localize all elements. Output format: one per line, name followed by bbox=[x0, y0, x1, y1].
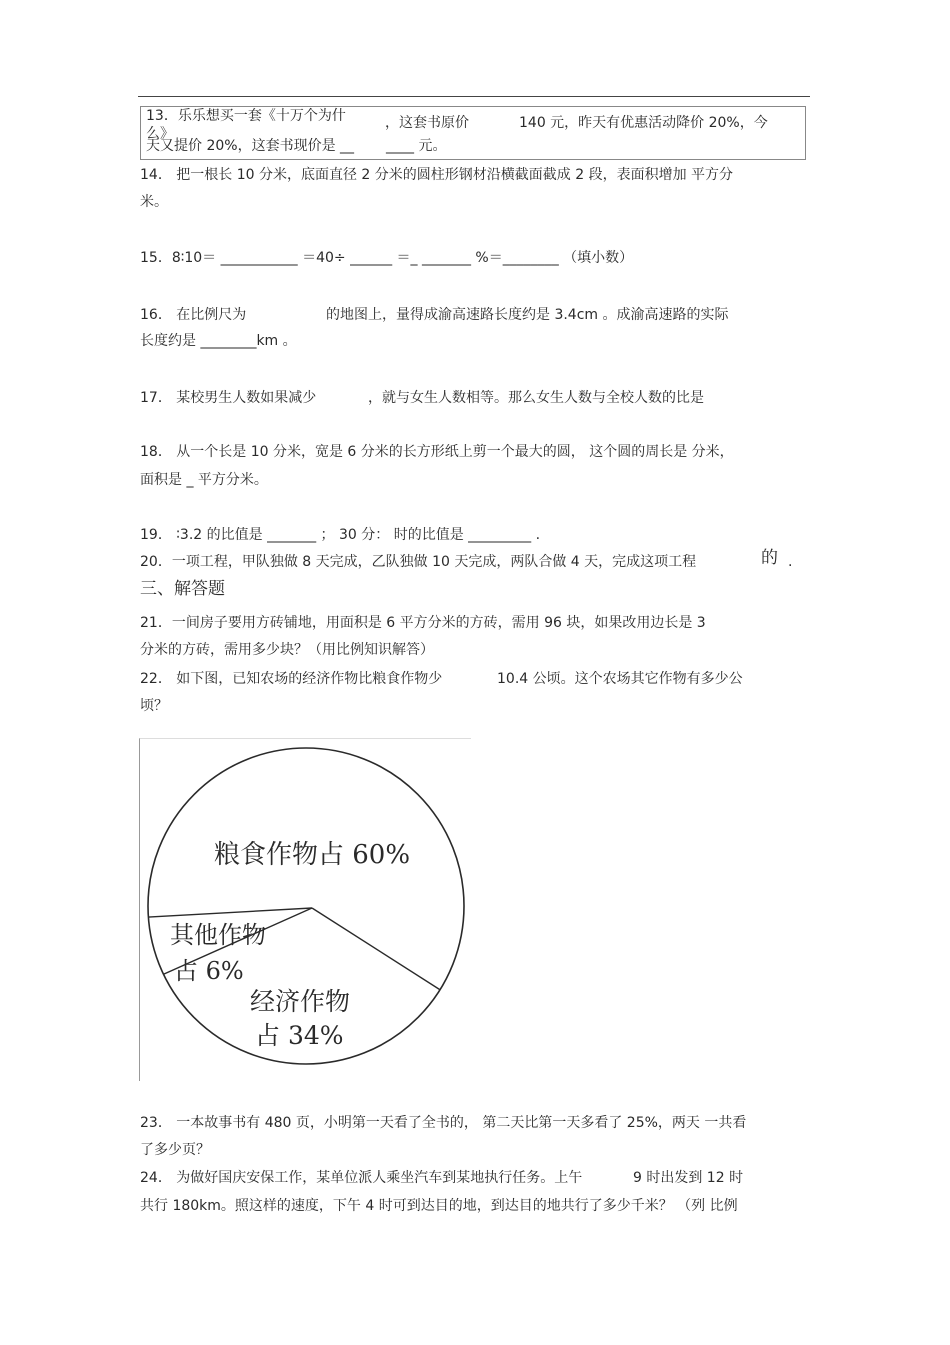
q14-line2: 米。 bbox=[140, 194, 168, 210]
q13-line1a: 13．乐乐想买一套《十万个为什 bbox=[146, 108, 346, 124]
q13-line1b: ，这套书原价 bbox=[385, 115, 469, 131]
q23-line1: 23． 一本故事书有 480 页，小明第一天看了全书的， 第二天比第一天多看了 25%，两天 一共看 bbox=[140, 1115, 747, 1131]
q21-line2: 分米的方砖，需用多少块？（用比例知识解答） bbox=[140, 642, 434, 658]
q13-line2c: ____ 元。 bbox=[386, 138, 447, 154]
q17-line1b: ，就与女生人数相等。那么女生人数与全校人数的比是 bbox=[368, 390, 704, 406]
label-other-2: 占 6% bbox=[174, 957, 244, 985]
q18-line1: 18． 从一个长是 10 分米，宽是 6 分米的长方形纸上剪一个最大的圆， 这个圆的周长是 分米， bbox=[140, 444, 734, 460]
q22-line1b: 10.4 公顷。这个农场其它作物有多少公 bbox=[497, 671, 743, 687]
pie-chart-frame bbox=[139, 738, 471, 1081]
q24-line1a: 24． 为做好国庆安保工作，某单位派人乘坐汽车到某地执行任务。上午 bbox=[140, 1170, 583, 1186]
q13-line2b: 天又提价 20%，这套书现价是 __ bbox=[146, 138, 355, 154]
q15-line1: 15．8∶10＝ ___________ ＝40÷ ______ ＝_ _______ %＝________ （填小数） bbox=[140, 250, 634, 266]
pie-outline bbox=[148, 748, 464, 1064]
q22-line2: 顷？ bbox=[140, 698, 168, 714]
q20-line1b: 的 bbox=[761, 548, 778, 568]
divider-other-grain bbox=[148, 908, 312, 917]
divider-grain-econ bbox=[312, 908, 440, 990]
q13-line2a: 么》 bbox=[146, 126, 174, 142]
q21-line1: 21．一间房子要用方砖铺地，用面积是 6 平方分米的方砖，需用 96 块，如果改用边长是 3 bbox=[140, 615, 706, 631]
q24-line2: 共行 180km。照这样的速度，下午 4 时可到达目的地，到达目的地共行了多少千米？ （列 比例 bbox=[140, 1198, 738, 1214]
q18-line2: 面积是 _ 平方分米。 bbox=[140, 472, 268, 488]
q17-line1a: 17． 某校男生人数如果减少 bbox=[140, 390, 317, 406]
q24-line1b: 9 时出发到 12 时 bbox=[633, 1170, 744, 1186]
label-econ-2: 占 34% bbox=[255, 1021, 344, 1050]
pie-chart bbox=[140, 739, 471, 1081]
q14-line1: 14． 把一根长 10 分米，底面直径 2 分米的圆柱形钢材沿横截面截成 2 段，表面积增加 平方分 bbox=[140, 167, 734, 183]
q22-line1a: 22． 如下图，已知农场的经济作物比粮食作物少 bbox=[140, 671, 443, 687]
header-rule bbox=[138, 96, 810, 97]
section-title: 三、解答题 bbox=[140, 579, 225, 599]
label-grain: 粮食作物占 60% bbox=[214, 840, 411, 870]
q13-line1c: 140 元，昨天有优惠活动降价 20%，今 bbox=[519, 115, 768, 131]
q20-line1c: . bbox=[788, 554, 793, 570]
q19-line1: 19． ∶3.2 的比值是 _______ ； 30 分： 时的比值是 _________ . bbox=[140, 527, 541, 543]
q16-line2: 长度约是 ________km 。 bbox=[140, 333, 297, 349]
q16-line1a: 16． 在比例尺为 bbox=[140, 307, 247, 323]
label-econ-1: 经济作物 bbox=[250, 987, 351, 1016]
label-other-1: 其他作物 bbox=[170, 921, 266, 949]
q23-line2: 了多少页？ bbox=[140, 1142, 210, 1158]
q20-line1a: 20．一项工程，甲队独做 8 天完成，乙队独做 10 天完成，两队合做 4 天，完成这项工程 bbox=[140, 554, 697, 570]
q16-line1b: 的地图上，量得成渝高速路长度约是 3.4cm 。成渝高速路的实际 bbox=[326, 307, 729, 323]
